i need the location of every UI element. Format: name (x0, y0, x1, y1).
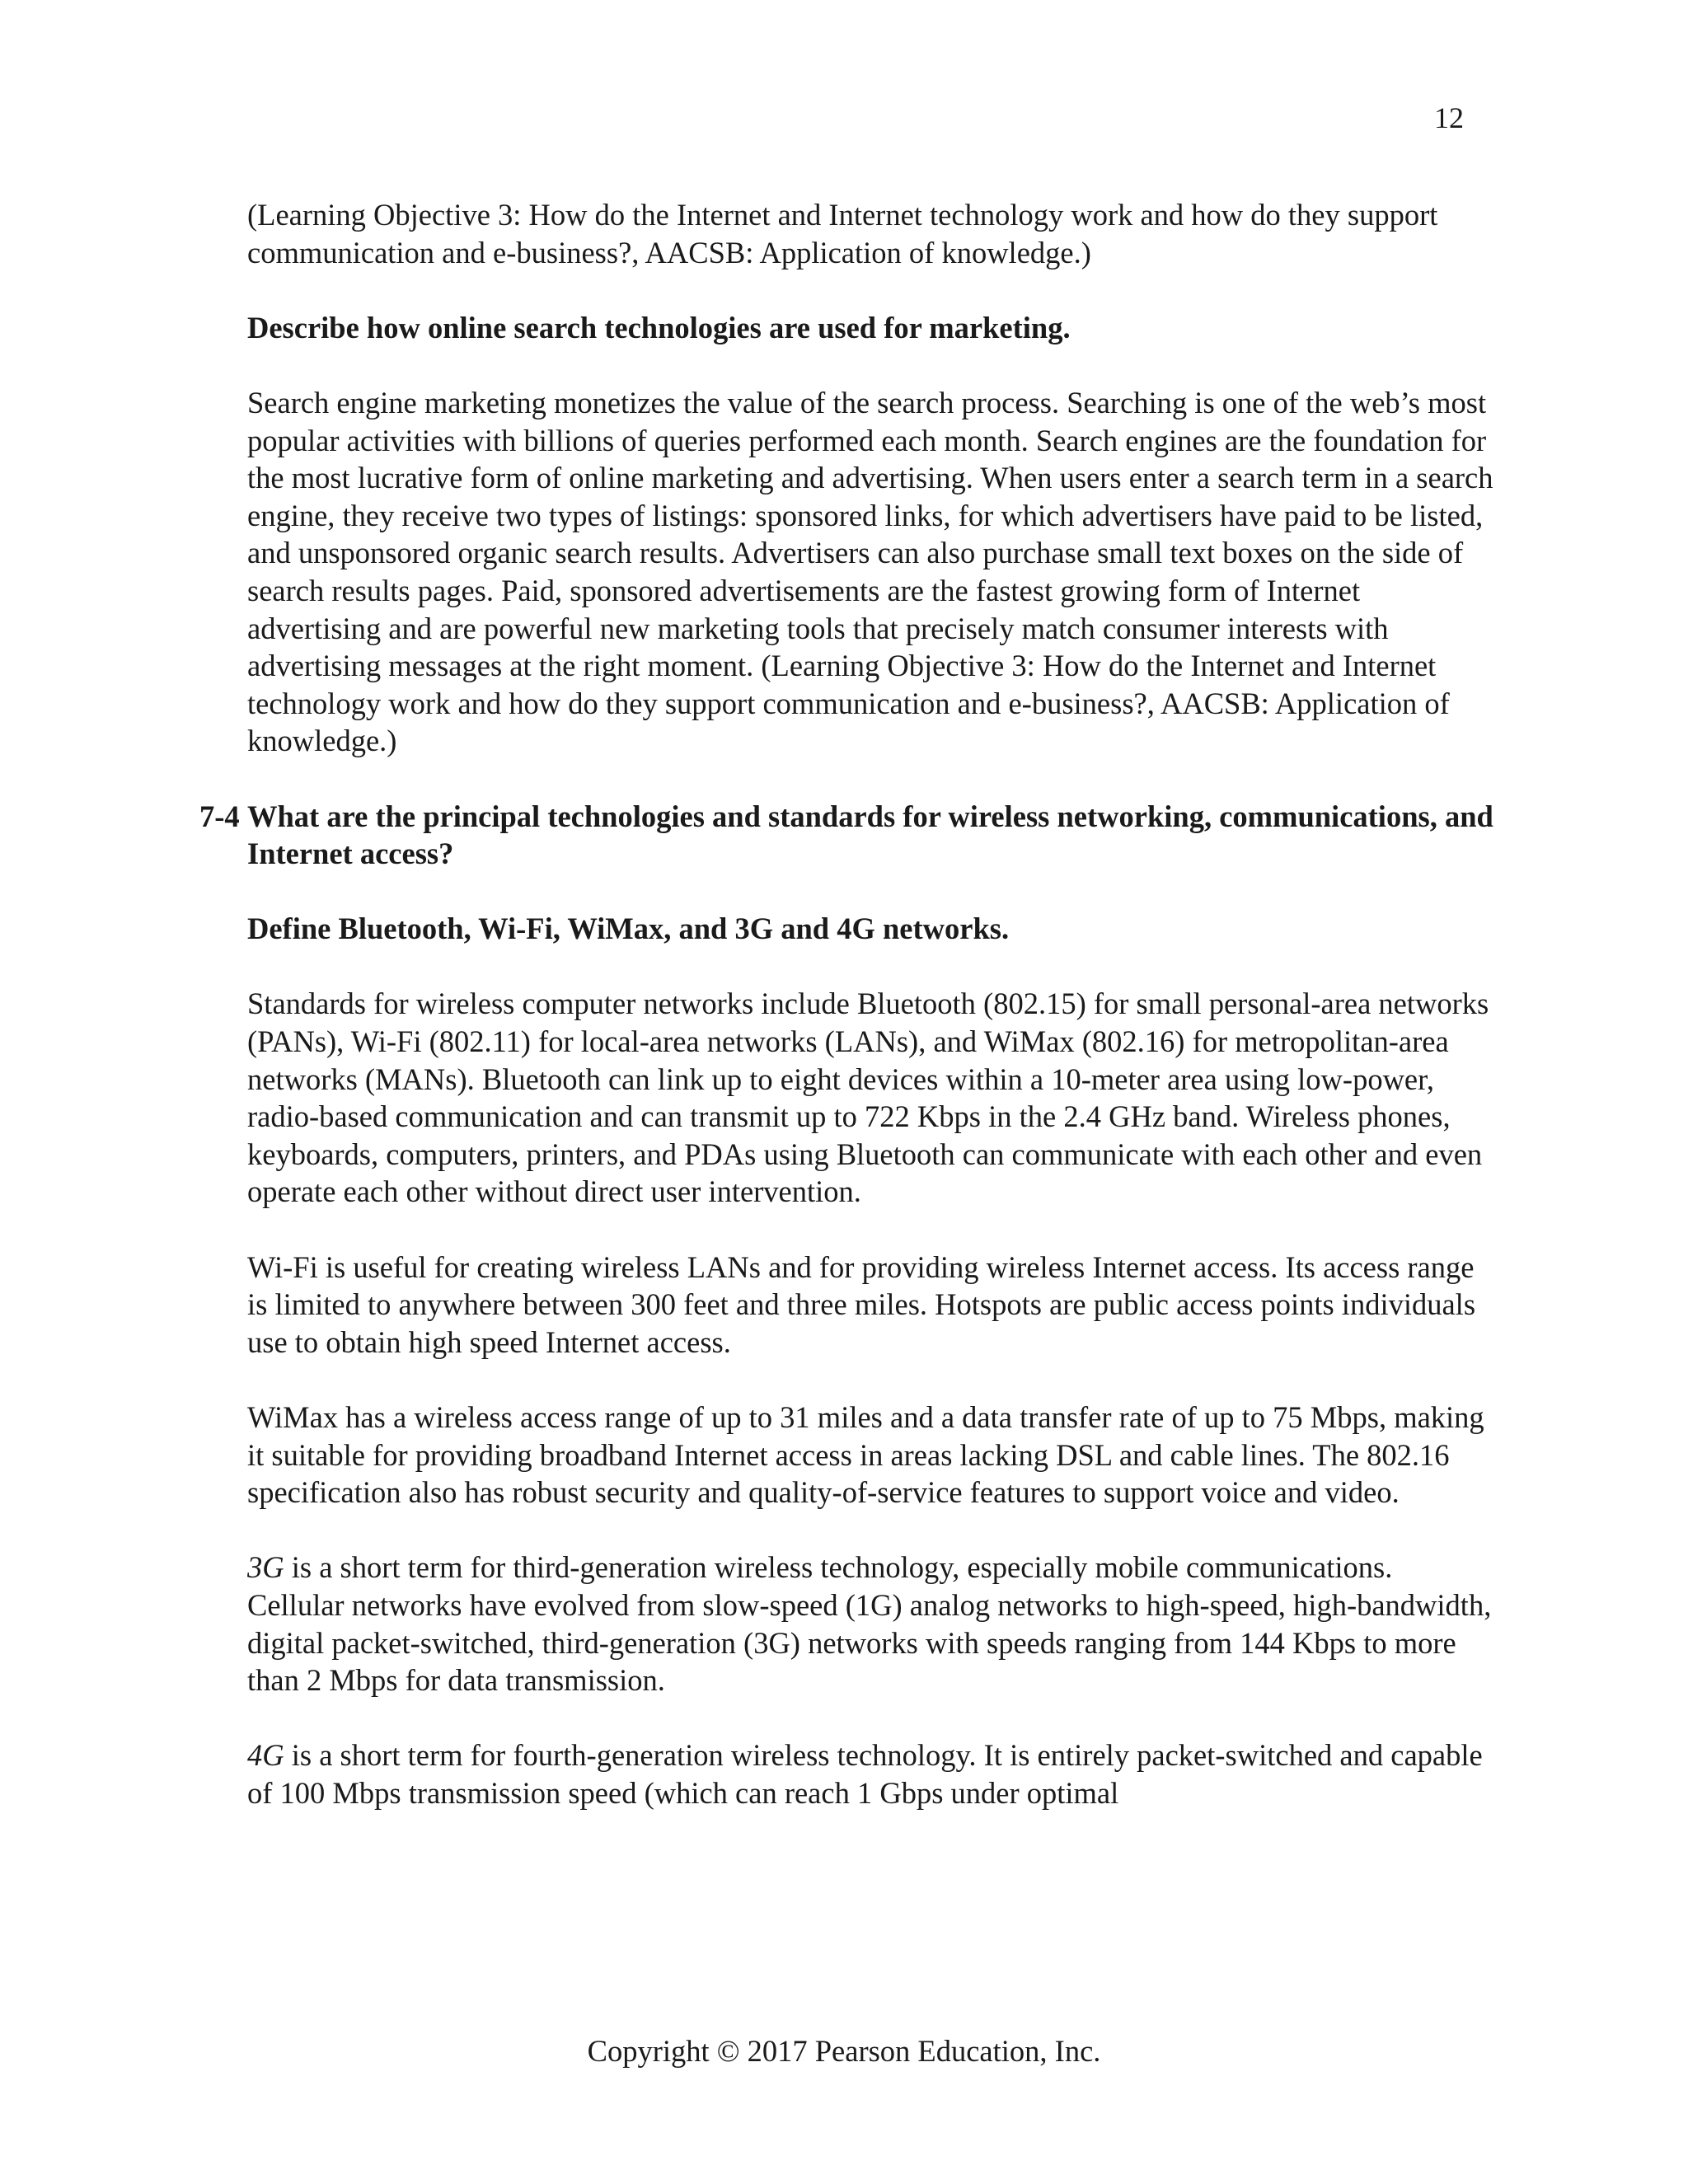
wimax-paragraph: WiMax has a wireless access range of up to 31 miles and a data transfer rate of up to 75 Mbps, making it suitable for providing broadband Internet access in areas lacking DSL and cable lines. The 802.16 specification also has robust security and quality-of-service features to support voice and video. (247, 1400, 1484, 1510)
search-answer-paragraph: Search engine marketing monetizes the value of the search process. Searching is one of the web’s most popular activities with billions of queries performed each month. Search engines are the foundation for the most lucrative form of online marketing and advertising. When users enter a search term in a search engine, they receive two types of listings: sponsored links, for which advertisers have paid to be listed, and unsponsored organic search results. Advertisers can also purchase small text boxes on the side of search results pages. Paid, sponsored advertisements are the fastest growing form of Internet advertising and are powerful new marketing tools that precisely match consumer interests with advertising messages at the right moment. (Learning Objective 3: How do the Internet and Internet technology work and how do they support communication and e-business?, AACSB: Application of knowledge.) (247, 385, 1493, 758)
standards-paragraph: Standards for wireless computer networks include Bluetooth (802.15) for small personal-area networks (PANs), Wi-Fi (802.11) for local-area networks (LANs), and WiMax (802.16) for metropolitan-area networks (MANs). Bluetooth can link up to eight devices within a 10-meter area using low-power, radio-based communication and can transmit up to 722 Kbps in the 2.4 GHz band. Wireless phones, keyboards, computers, printers, and PDAs using Bluetooth can communicate with each other and even operate each other without direct user intervention. (247, 987, 1489, 1209)
search-question: Describe how online search technologies are used for marketing. (247, 310, 1071, 344)
4g-text: is a short term for fourth-generation wireless technology. It is entirely packet-switched and capable of 100 Mbps transmission speed (which can reach 1 Gbps under optimal (247, 1738, 1483, 1810)
4g-term: 4G (247, 1738, 284, 1773)
section-number: 7-4 (199, 799, 240, 833)
3g-text: is a short term for third-generation wireless technology, especially mobile communications. Cellular networks have evolved from slow-speed (1G) analog networks to high-speed, high-bandwidth, digital packet-switched, third-generation (3G) networks with speeds ranging from 144 Kbps to more than 2 Mbps for data transmission. (247, 1550, 1492, 1698)
copyright-footer: Copyright © 2017 Pearson Education, Inc. (587, 2034, 1101, 2068)
learning-objective-paragraph: (Learning Objective 3: How do the Internet and Internet technology work and how do they support communication and e-business?, AACSB: Application of knowledge.) (247, 198, 1438, 269)
section-title: What are the principal technologies and standards for wireless networking, communications, and Internet access? (247, 799, 1493, 871)
4g-paragraph (247, 1736, 1493, 1811)
section-heading (199, 798, 1493, 873)
3g-term: 3G (247, 1550, 284, 1585)
define-question: Define Bluetooth, Wi-Fi, WiMax, and 3G and 4G networks. (247, 912, 1010, 946)
document-body (199, 196, 1493, 1849)
3g-paragraph (247, 1549, 1493, 1699)
wifi-paragraph: Wi-Fi is useful for creating wireless LANs and for providing wireless Internet access. Its access range is limited to anywhere between 300 feet and three miles. Hotspots are public access points individuals use to obtain high speed Internet access. (247, 1249, 1476, 1359)
page-number: 12 (1434, 101, 1464, 134)
